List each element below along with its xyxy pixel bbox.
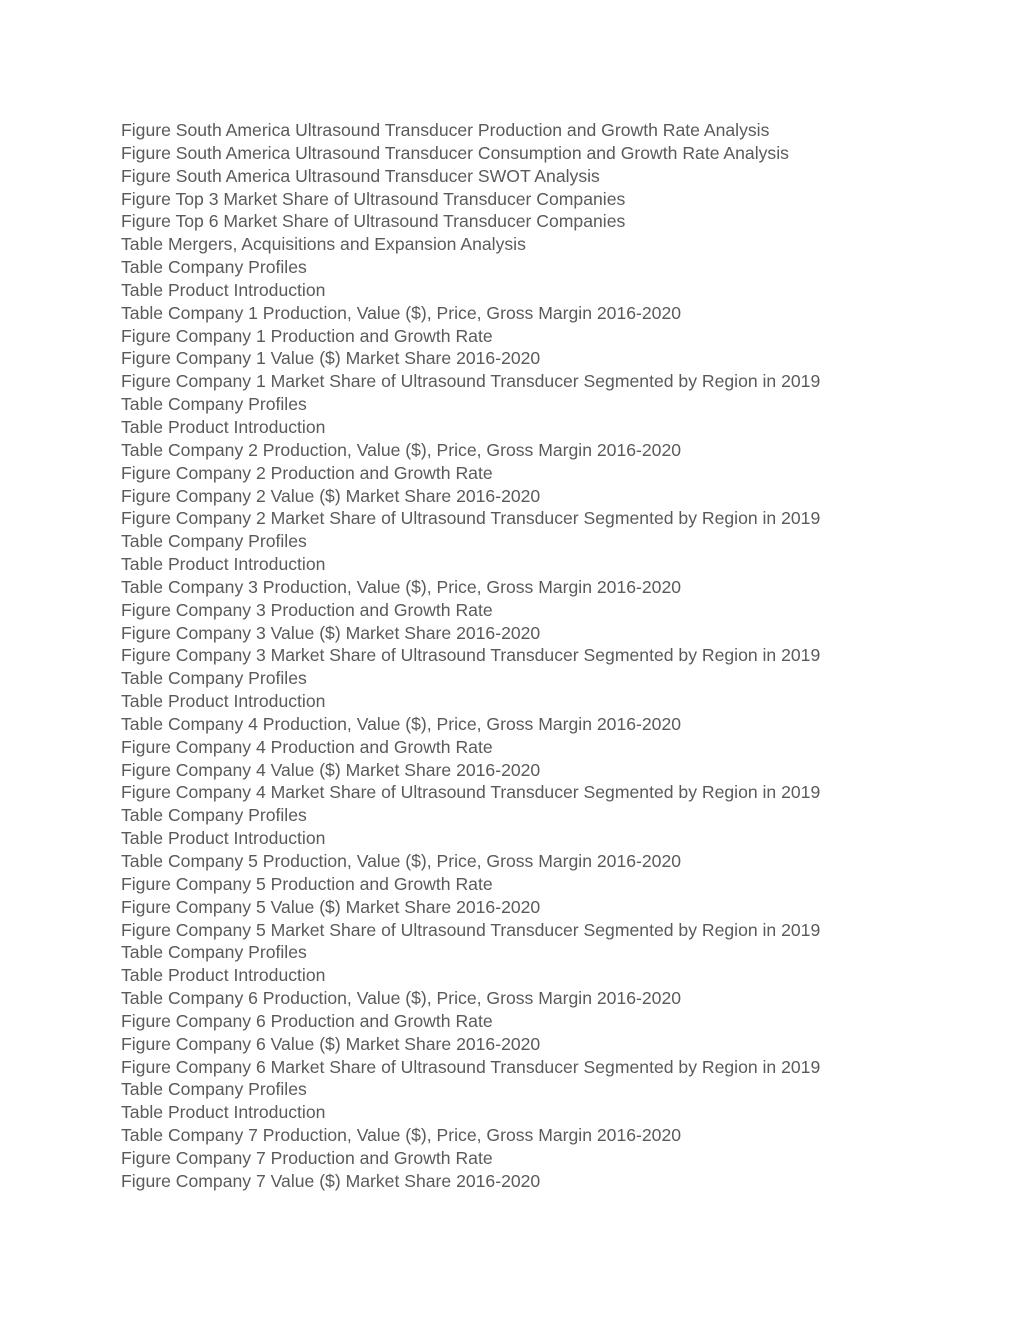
list-item: Table Company 2 Production, Value ($), Price, Gross Margin 2016-2020 (121, 439, 682, 460)
list-item: Table Company Profiles (121, 257, 307, 278)
list-item: Table Company Profiles (121, 668, 307, 689)
list-item: Figure South America Ultrasound Transducer SWOT Analysis (121, 165, 600, 186)
list-item: Table Product Introduction (121, 828, 326, 849)
list-item: Table Product Introduction (121, 965, 326, 986)
list-item: Figure Company 6 Market Share of Ultrasound Transducer Segmented by Region in 2019 (121, 1056, 821, 1077)
list-item: Table Company 7 Production, Value ($), Price, Gross Margin 2016-2020 (121, 1125, 682, 1146)
list-item: Figure Company 6 Value ($) Market Share 2016-2020 (121, 1033, 541, 1054)
list-item: Table Company 1 Production, Value ($), Price, Gross Margin 2016-2020 (121, 302, 682, 323)
list-item: Table Company Profiles (121, 805, 307, 826)
list-item: Table Company 3 Production, Value ($), Price, Gross Margin 2016-2020 (121, 576, 682, 597)
list-item: Figure Company 4 Production and Growth Rate (121, 736, 493, 757)
list-item: Table Company 6 Production, Value ($), Price, Gross Margin 2016-2020 (121, 988, 682, 1009)
list-item: Figure Company 2 Market Share of Ultrasound Transducer Segmented by Region in 2019 (121, 508, 821, 529)
list-item: Table Product Introduction (121, 691, 326, 712)
list-item: Figure Company 1 Value ($) Market Share 2016-2020 (121, 348, 541, 369)
list-item: Figure Company 3 Production and Growth Rate (121, 599, 493, 620)
list-item: Table Product Introduction (121, 416, 326, 437)
list-item: Table Product Introduction (121, 554, 326, 575)
list-item: Table Company Profiles (121, 942, 307, 963)
list-item: Figure South America Ultrasound Transducer Production and Growth Rate Analysis (121, 120, 770, 140)
list-item: Figure Company 2 Production and Growth Rate (121, 462, 493, 483)
list-item: Figure Company 6 Production and Growth Rate (121, 1010, 493, 1031)
list-item: Table Company 4 Production, Value ($), Price, Gross Margin 2016-2020 (121, 713, 682, 734)
list-item: Table Product Introduction (121, 1102, 326, 1123)
list-item: Table Company Profiles (121, 394, 307, 415)
list-item: Table Company 5 Production, Value ($), Price, Gross Margin 2016-2020 (121, 851, 682, 871)
list-item: Figure Company 4 Value ($) Market Share 2016-2020 (121, 759, 541, 780)
list-item: Figure Company 7 Value ($) Market Share 2016-2020 (121, 1170, 541, 1191)
list-item: Figure Company 3 Market Share of Ultrasound Transducer Segmented by Region in 2019 (121, 645, 821, 666)
list-item: Table Mergers, Acquisitions and Expansion Analysis (121, 234, 526, 255)
list-item: Figure Company 5 Value ($) Market Share 2016-2020 (121, 896, 541, 917)
list-item: Figure Company 5 Production and Growth Rate (121, 873, 493, 894)
list-item: Figure Company 3 Value ($) Market Share 2016-2020 (121, 622, 541, 643)
list-item: Figure Company 1 Production and Growth Rate (121, 325, 493, 346)
figure-table-list (121, 119, 820, 1193)
list-item: Figure Company 7 Production and Growth Rate (121, 1147, 493, 1168)
list-item: Figure South America Ultrasound Transducer Consumption and Growth Rate Analysis (121, 142, 789, 163)
list-item: Table Company Profiles (121, 531, 307, 552)
list-item: Figure Company 1 Market Share of Ultrasound Transducer Segmented by Region in 2019 (121, 371, 821, 392)
list-item: Figure Top 6 Market Share of Ultrasound Transducer Companies (121, 211, 626, 232)
list-item: Figure Company 2 Value ($) Market Share 2016-2020 (121, 485, 541, 506)
list-item: Table Company Profiles (121, 1079, 307, 1100)
list-item: Figure Company 5 Market Share of Ultrasound Transducer Segmented by Region in 2019 (121, 919, 821, 940)
list-item: Table Product Introduction (121, 279, 326, 300)
list-item: Figure Top 3 Market Share of Ultrasound Transducer Companies (121, 188, 626, 209)
list-item: Figure Company 4 Market Share of Ultrasound Transducer Segmented by Region in 2019 (121, 782, 821, 803)
